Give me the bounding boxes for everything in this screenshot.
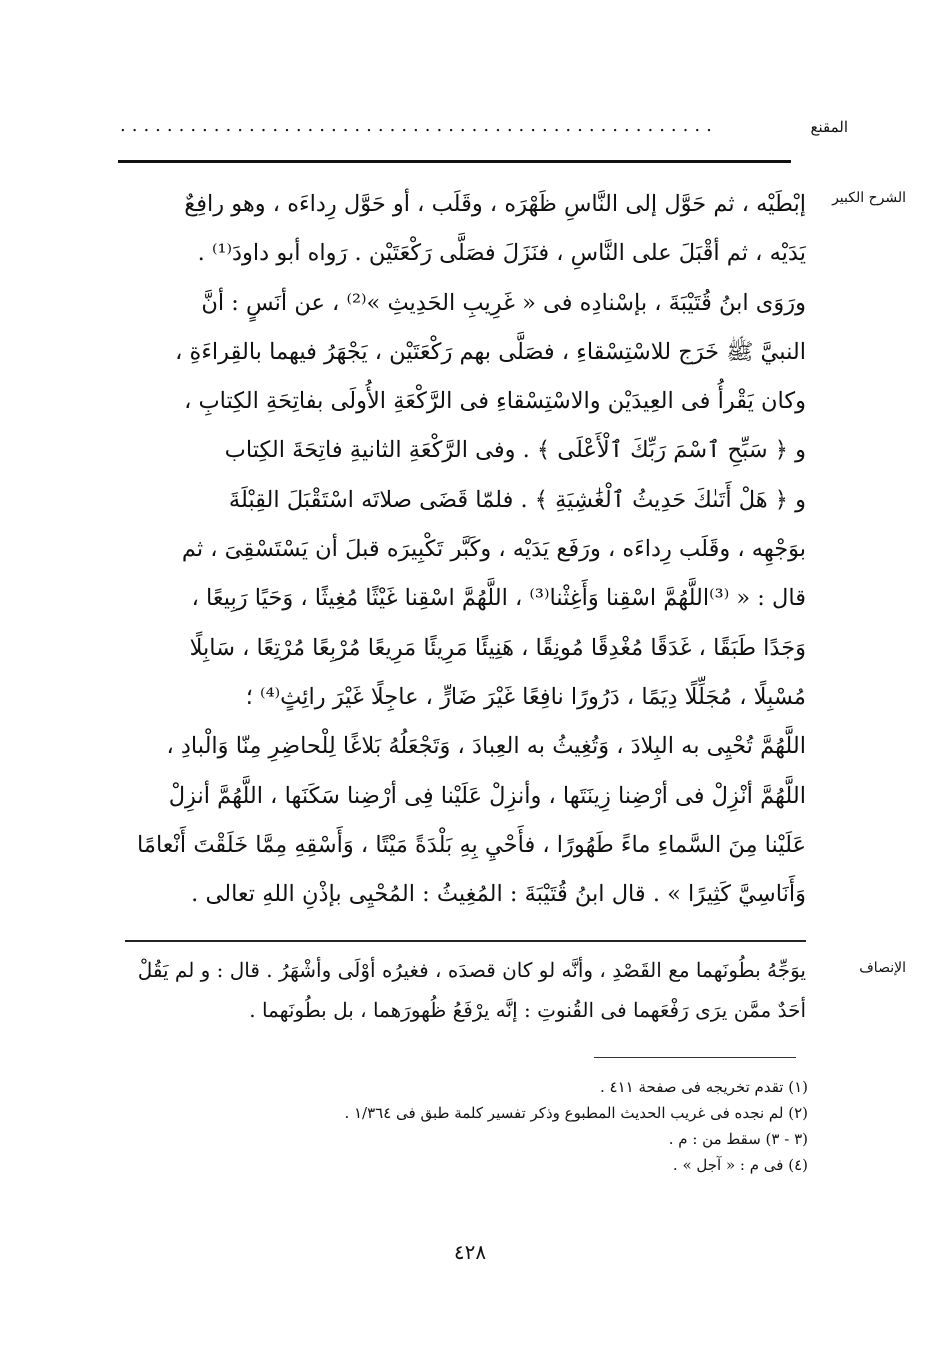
insaf-line: يوَجِّهُ بطُونَهما مع القَصْدِ ، وأنَّه لو كان قصدَه ، فغيرُه أوْلَى وأشْهَرُ . قال : و لم يَقُلْ	[137, 958, 806, 982]
main-line: وَأَنَاسِيَّ كَثِيرًا » . قال ابنُ قُتَيْبَةَ : المُغِيثُ : المُحْيِى بإذْنِ اللهِ تعالى .	[191, 881, 806, 908]
footnote: (١) تقدم تخريجه فى صفحة ٤١١ .	[599, 1078, 808, 1096]
insaf-line: أحَدٌ ممَّن يرَى رَفْعَهما فى القُنوتِ : إنَّه يرْفَعُ ظُهورَهما ، بل بطُونَهما .	[249, 998, 806, 1022]
header-dotted-leader: ...................................................	[120, 116, 718, 136]
main-line: اللَّهُمَّ أنْزِلْ فى أرْضِنا زِينَتَها ، وأنزِلْ عَلَيْنا فِى أرْضِنا سَكَنَها ، اللَّهُمَّ أنزِلْ	[168, 782, 806, 809]
footnote: (٢) لم نجده فى غريب الحديث المطبوع وذكر تفسير كلمة طبق فى ١/٣٦٤ .	[344, 1104, 808, 1122]
insaf-text	[130, 950, 806, 1030]
main-line: وَجَدًا طَبَقًا ، غَدَقًا مُغْدِقًا مُونِقًا ، هَنِيئًا مَرِيئًا مَرِيعًا مُرْبِعًا مُرْتِعًا ، سَابِلًا	[189, 634, 806, 661]
main-line: النبيَّ ﷺ خَرَج للاسْتِسْقاءِ ، فصَلَّى بهم رَكْعَتَيْن ، يَجْهَرُ فيهما بالقِراءَةِ ،	[175, 338, 806, 365]
footnotes	[132, 1074, 808, 1178]
page-number: ٤٢٨	[453, 1240, 487, 1264]
main-text	[130, 180, 806, 919]
main-line: اللَّهُمَّ تُحْيِى به البِلادَ ، وَتُغِيثُ به العِبادَ ، وَتَجْعَلُهُ بَلاغًا لِلْحاضِرِ مِنّا وَالْبادِ ،	[166, 733, 806, 760]
main-line: و ﴿ هَلْ أَتَىٰكَ حَدِيثُ ٱلْغَٰشِيَةِ ﴾ . فلمّا قَضَى صلاتَه اسْتَقْبَلَ القِبْلَةَ	[228, 486, 806, 513]
main-line: مُسْبِلًا ، مُجَلِّلًا دِيَمًا ، دَرُورًا نافِعًا غَيْرَ ضَارٍّ ، عاجِلًا غَيْرَ رائِثٍ⁽⁴⁾ ؛	[245, 683, 806, 710]
insaf-rule	[125, 940, 806, 942]
side-label-sharh: الشرح الكبير	[832, 190, 906, 206]
main-line: إبْطَيْه ، ثم حَوَّل إلى النَّاسِ ظَهْرَه ، وقَلَب ، أو حَوَّل رِداءَه ، وهو رافِعٌ	[184, 191, 806, 217]
side-label-insaf: الإنصاف	[859, 960, 906, 976]
header-rule	[118, 160, 791, 163]
main-line: عَلَيْنا مِنَ السَّماءِ ماءً طَهُورًا ، فأَحْيِ بِهِ بَلْدَةً مَيْتًا ، وَأَسْقِهِ مِمَّا خَلَقْتَ أَنْعامًا	[137, 831, 806, 858]
main-line: وكان يَقْرأُ فى العِيدَيْن والاسْتِسْقاءِ فى الرَّكْعَةِ الأُولَى بفاتِحَةِ الكِتابِ ،	[184, 388, 806, 415]
main-line: بوَجْهِه ، وقَلَب رِداءَه ، ورَفَع يَدَيْه ، وكَبَّر تَكْبِيرَه قبلَ أن يَسْتَسْقِىَ ، ثم	[181, 536, 806, 563]
footnote: (٤) فى م : « آجل » .	[672, 1156, 808, 1174]
main-line: قال : « ⁽³⁾اللَّهُمَّ اسْقِنا وَأَغِثْنا⁽³⁾ ، اللَّهُمَّ اسْقِنا غَيْثًا مُغِيثًا ، وَحَيًا رَبِيعًا ،	[191, 585, 806, 612]
footnote-rule	[594, 1057, 796, 1058]
main-line: ورَوَى ابنُ قُتَيْبَةَ ، بإسْنادِه فى « غَرِيبِ الحَدِيثِ »⁽²⁾ ، عن أنَسٍ : أنَّ	[201, 289, 806, 316]
main-line: يَدَيْه ، ثم أقْبَلَ على النَّاسِ ، فنَزَلَ فصَلَّى رَكْعَتَيْن . رَواه أبو داودَ⁽¹⁾ .	[197, 240, 806, 267]
main-line: و ﴿ سَبِّحِ ٱسْمَ رَبِّكَ ٱلْأَعْلَى ﴾ . وفى الرَّكْعَةِ الثانيةِ فاتِحَةَ الكِتاب	[224, 437, 806, 464]
footnote: (٣ - ٣) سقط من : م .	[668, 1130, 808, 1148]
header-title: المقنع	[810, 118, 848, 136]
